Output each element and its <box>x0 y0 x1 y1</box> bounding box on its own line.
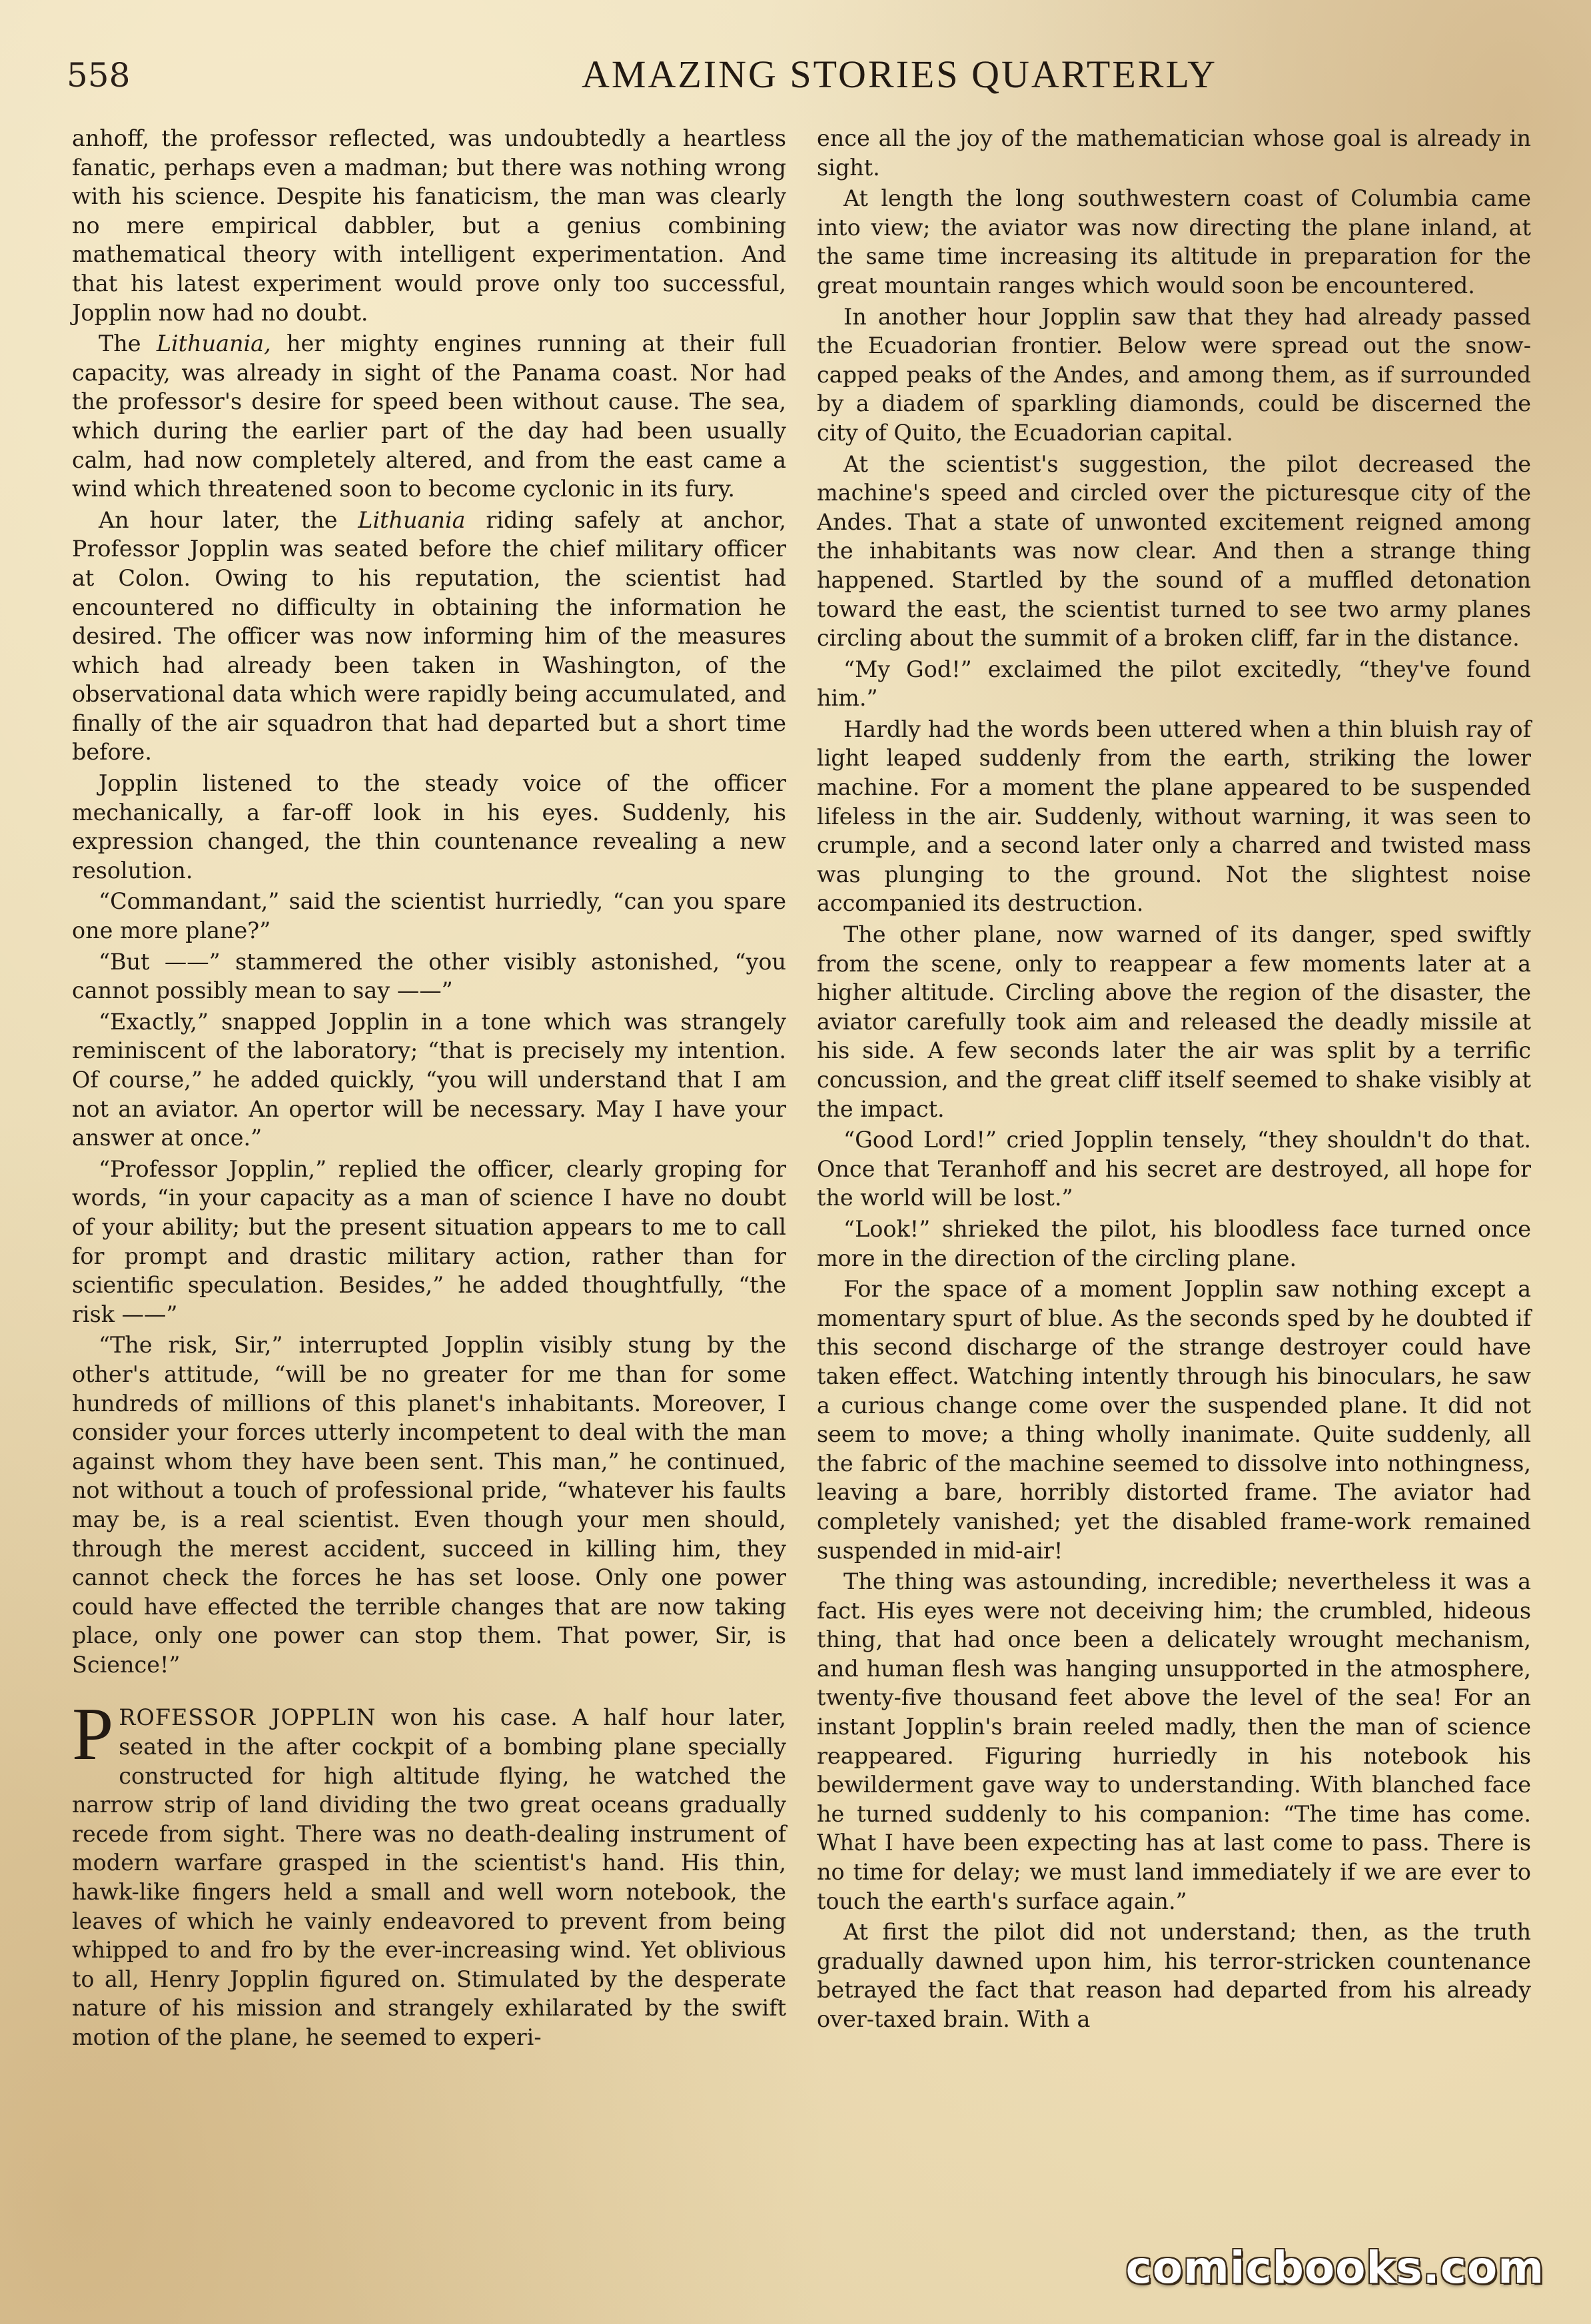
paragraph: At the scientist's suggestion, the pilot decreased the machine's speed and circled over the picturesque city of the Andes. That a state of unwonted excitement reigned among the inhabitants was now clear. And then a strange thing happened. Startled by the sound of a muffled detonation toward the east, the scientist turned to see two army planes circling about the summit of a broken cliff, far in the distance. <box>817 450 1531 652</box>
paragraph: “Professor Jopplin,” replied the officer, clearly groping for words, “in your capacity as a man of science I have no doubt of your ability; but the present situation appears to me to call for prompt and drastic military action, rather than for scientific speculation. Besides,” he added thoughtfully, “the risk ——” <box>72 1155 786 1327</box>
paragraph: For the space of a moment Jopplin saw nothing except a momentary spurt of blue. As the seconds sped by he doubted if this second discharge of the strange destroyer could have taken effect. Watching intently through his binoculars, he saw a curious change come over the suspended plane. It did not seem to move; a thing wholly inanimate. Quite suddenly, all the fabric of the machine seemed to dissolve into nothingness, leaving a bare, horribly distorted frame. The aviator had completely vanished; yet the disabled frame-work remained suspended in mid-air! <box>817 1276 1531 1564</box>
paragraph: In another hour Jopplin saw that they had already passed the Ecuadorian frontier. Below were spread out the snow-capped peaks of the Andes, and among them, as if surrounded by a diadem of sparkling diamonds, could be discerned the city of Quito, the Ecuadorian capital. <box>817 303 1531 446</box>
paragraph: ence all the joy of the mathematician whose goal is already in sight. <box>817 125 1531 181</box>
paragraph: “The risk, Sir,” interrupted Jopplin visibly stung by the other's attitude, “will be no greater for me than for some hundreds of millions of this planet's inhabitants. Moreover, I consider your forces utterly incompetent to deal with the man against whom they have been sent. This man,” he continued, not without a touch of professional pride, “whatever his faults may be, is a real scientist. Even though your men should, through the merest accident, succeed in killing him, they cannot check the forces he has set loose. Only one power could have effected the terrible changes that are now taking place, only one power can stop them. That power, Sir, is Science!” <box>72 1332 786 1678</box>
paragraph: “Exactly,” snapped Jopplin in a tone which was strangely reminiscent of the laboratory; “that is precisely my intention. Of course,” he added quickly, “you will understand that I am not an aviator. An opertor will be necessary. May I have your answer at once.” <box>72 1008 786 1151</box>
paragraph: “Look!” shrieked the pilot, his bloodless face turned once more in the direction of the circling plane. <box>817 1215 1531 1271</box>
ship-name: Lithuania <box>358 506 466 533</box>
paragraph: The other plane, now warned of its danger, sped swiftly from the scene, only to reappear a few moments later at a higher altitude. Circling above the region of the disaster, the aviator carefully took aim and released the deadly missile at his side. A few seconds later the air was split by a terrific concussion, and the great cliff itself seemed to shake visibly at the impact. <box>817 921 1531 1122</box>
paragraph: Jopplin listened to the steady voice of the officer mechanically, a far-off look in his eyes. Suddenly, his expression changed, the thin countenance revealing a new resolution. <box>72 770 786 883</box>
paragraph: Hardly had the words been uttered when a thin bluish ray of light leaped suddenly from the earth, striking the lower machine. For a moment the plane appeared to be suspended lifeless in the air. Suddenly, without warning, it was seen to crumple, and a second later only a charred and twisted mass was plunging to the ground. Not the slightest noise accompanied its destruction. <box>817 716 1531 917</box>
paragraph: At first the pilot did not understand; then, as the truth gradually dawned upon him, his terror-stricken countenance betrayed the fact that reason had departed from his already over-taxed brain. With a <box>817 1919 1531 2032</box>
paragraph: The thing was astounding, incredible; nevertheless it was a fact. His eyes were not deceiving him; the crumbled, hideous thing, that had once been a delicately wrought mechanism, and human flesh was hanging unsupported in the atmosphere, twenty-five thousand feet above the level of the sea! For an instant Jopplin's brain reeled madly, then the man of science reappeared. Figuring hurriedly in his notebook his bewilderment gave way to understanding. With blanched face he turned suddenly to his companion: “The time has come. What I have been expecting has at last come to pass. There is no time for delay; we must land immediately if we are ever to touch the earth's surface again.” <box>817 1568 1531 1914</box>
small-caps-lead: ROFESSOR JOPPLIN <box>119 1704 376 1731</box>
watermark-logo: comicbooks.com <box>1125 2242 1544 2293</box>
page-header <box>67 40 1530 113</box>
ship-name: Lithuania, <box>156 330 271 357</box>
paragraph: “Commandant,” said the scientist hurriedly, “can you spare one more plane?” <box>72 888 786 944</box>
drop-cap: P <box>72 1693 114 1776</box>
page-number: 558 <box>67 56 131 95</box>
paragraph: “But ——” stammered the other visibly astonished, “you cannot possibly mean to say ——” <box>72 948 786 1004</box>
left-column <box>72 124 786 2054</box>
paragraph: anhoff, the professor reflected, was undoubtedly a heartless fanatic, perhaps even a madman; but there was nothing wrong with his science. Despite his fanaticism, the man was clearly no mere empirical dabbler, but a genius combining mathematical theory with intelligent experimentation. And that his latest experiment would prove only too successful, Jopplin now had no doubt. <box>72 125 786 326</box>
paragraph: “Good Lord!” cried Jopplin tensely, “they shouldn't do that. Once that Teranhoff and his secret are destroyed, all hope for the world will be lost.” <box>817 1127 1531 1211</box>
right-column <box>817 124 1531 2036</box>
paragraph: An hour later, the Lithuania riding safely at anchor, Professor Jopplin was seated before the chief military officer at Colon. Owing to his reputation, the scientist had encountered no difficulty in obtaining the information he desired. The officer was now informing him of the measures which had already been taken in Washington, of the observational data which were rapidly being accumulated, and finally of the air squadron that had departed but a short time before. <box>72 506 786 766</box>
paragraph: At length the long southwestern coast of Columbia came into view; the aviator was now directing the plane inland, at the same time increasing its altitude in preparation for the great mountain ranges which would soon be encountered. <box>817 185 1531 298</box>
running-head-title: AMAZING STORIES QUARTERLY <box>582 53 1217 96</box>
paragraph: “My God!” exclaimed the pilot excitedly, “they've found him.” <box>817 656 1531 712</box>
section-start-paragraph: PROFESSOR JOPPLIN won his case. A half hour later, seated in the after cockpit of a bombing plane specially constructed for high altitude flying, he watched the narrow strip of land dividing the two great oceans gradually recede from sight. There was no death-dealing instrument of modern warfare grasped in the scientist's hand. His thin, hawk-like fingers held a small and well worn notebook, the leaves of which he vainly endeavored to prevent from being whipped to and fro by the ever-increasing wind. Yet oblivious to all, Henry Jopplin figured on. Stimulated by the desperate nature of his mission and strangely exhilarated by the swift motion of the plane, he seemed to experi- <box>72 1693 787 2050</box>
paragraph: The Lithuania, her mighty engines running at their full capacity, was already in sight of the Panama coast. Nor had the professor's desire for speed been without cause. The sea, which during the earlier part of the day had been usually calm, had now completely altered, and from the east came a wind which threatened soon to become cyclonic in its fury. <box>72 330 786 502</box>
